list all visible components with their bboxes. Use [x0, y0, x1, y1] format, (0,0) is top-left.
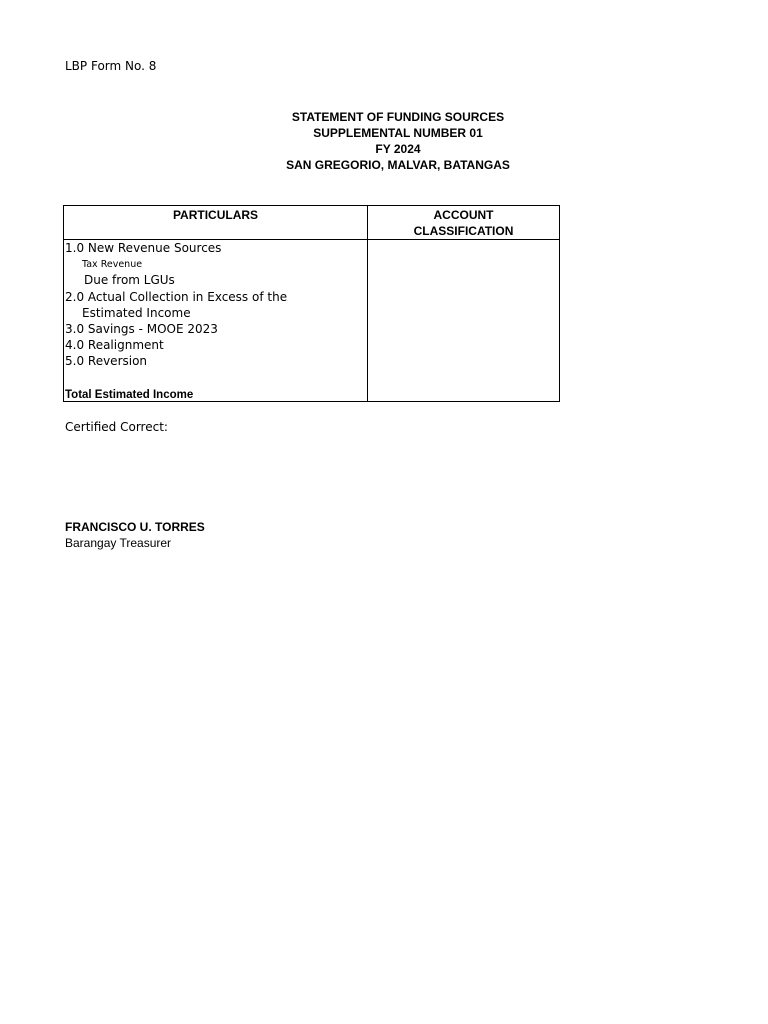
- certified-correct-label: Certified Correct:: [65, 420, 168, 434]
- header-particulars: PARTICULARS: [172, 208, 259, 222]
- row-total-estimated-income: Total Estimated Income: [65, 389, 194, 401]
- header-account-line2: CLASSIFICATION: [413, 224, 514, 238]
- signatory-title: Barangay Treasurer: [65, 536, 172, 550]
- funding-sources-table: [63, 205, 560, 402]
- row-estimated-income: Estimated Income: [82, 306, 191, 320]
- form-number: LBP Form No. 8: [65, 59, 157, 73]
- heading-supplemental: SUPPLEMENTAL NUMBER 01: [313, 126, 483, 140]
- row-reversion: 5.0 Reversion: [65, 354, 148, 368]
- row-savings-mooe: 3.0 Savings - MOOE 2023: [65, 322, 218, 336]
- heading-location: SAN GREGORIO, MALVAR, BATANGAS: [286, 158, 510, 172]
- header-account-line1: ACCOUNT: [433, 208, 494, 222]
- row-due-from-lgus: Due from LGUs: [84, 273, 175, 287]
- header-account-classification: [368, 207, 559, 239]
- row-new-revenue-sources: 1.0 New Revenue Sources: [65, 241, 222, 255]
- document-heading: [248, 109, 548, 173]
- row-actual-collection: 2.0 Actual Collection in Excess of the: [65, 290, 288, 304]
- signatory-name: FRANCISCO U. TORRES: [65, 520, 205, 534]
- heading-fiscal-year: FY 2024: [375, 142, 421, 156]
- heading-title: STATEMENT OF FUNDING SOURCES: [291, 110, 505, 124]
- row-realignment: 4.0 Realignment: [65, 338, 164, 352]
- row-tax-revenue: Tax Revenue: [82, 259, 143, 270]
